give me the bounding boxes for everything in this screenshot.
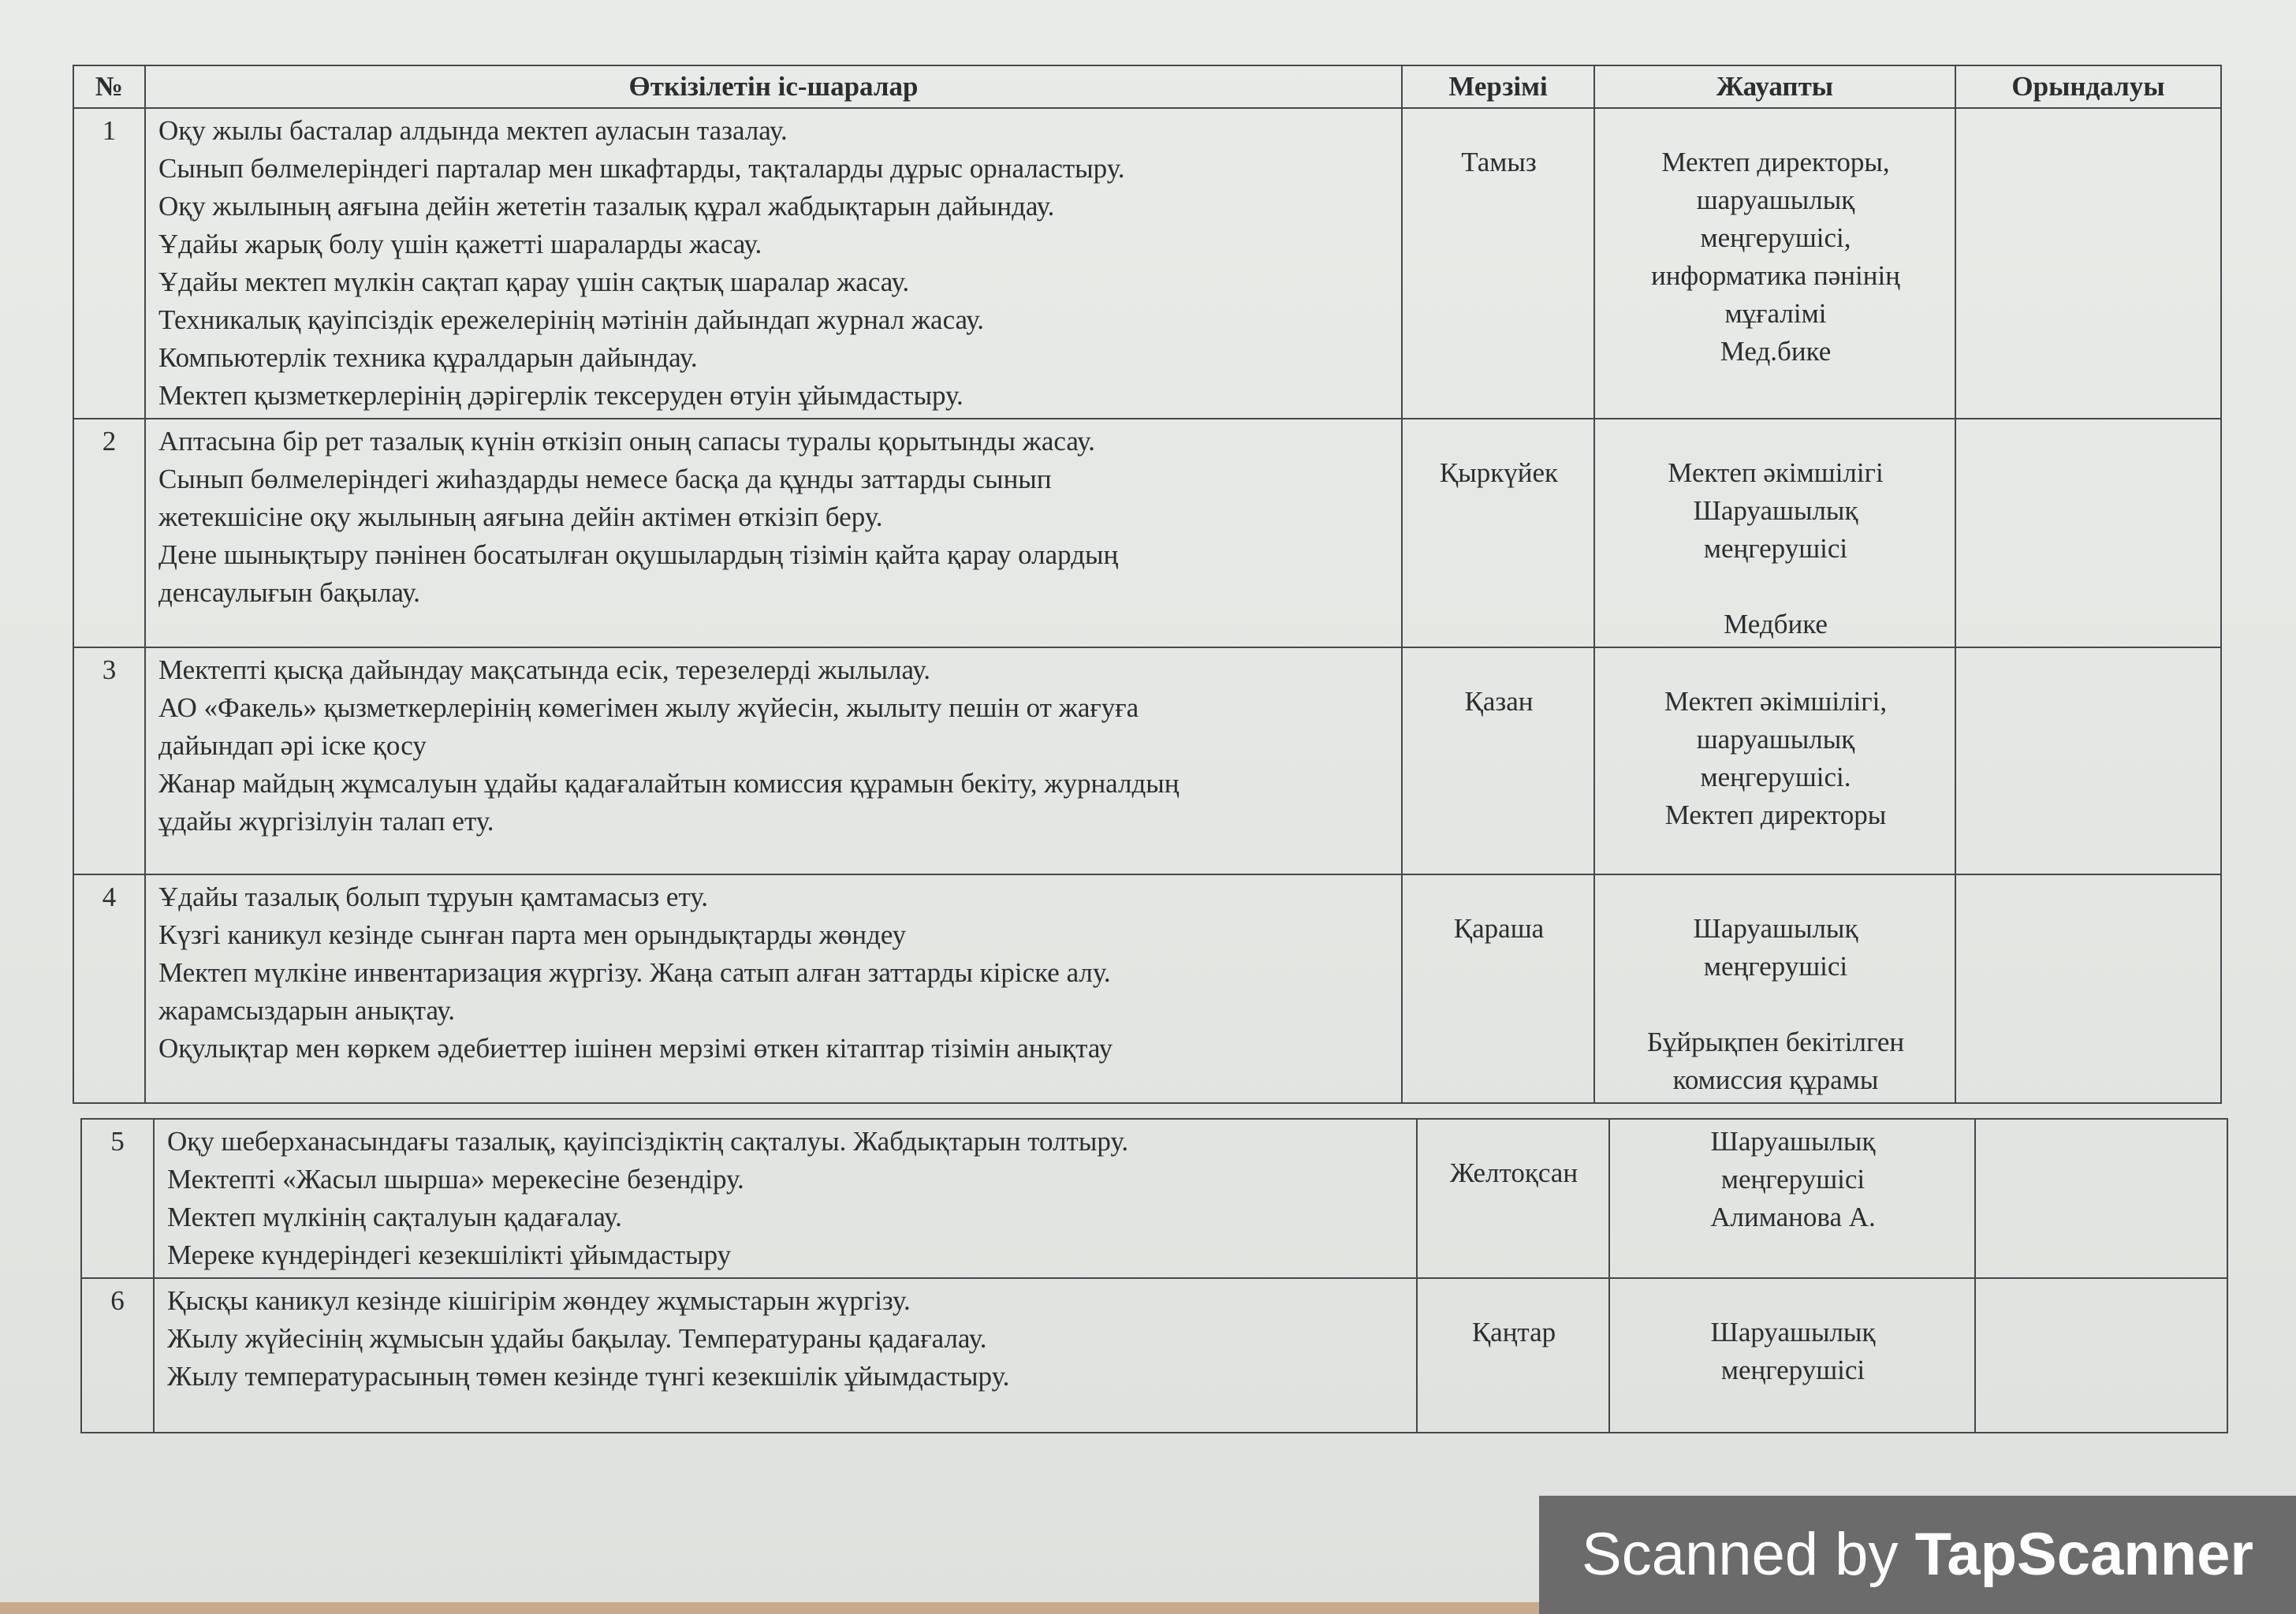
responsible-cell [1594, 419, 1955, 647]
activity-line: дайындап әрі іске қосу [158, 730, 427, 761]
responsible-line: Бұйрықпен бекітілген [1646, 1027, 1905, 1057]
responsible-line: Мектеп директоры [1664, 800, 1887, 830]
responsible-line: Шаруашылық [1693, 913, 1858, 944]
activity-line: Техникалық қауіпсіздік ережелерінің мәтінін дайындап журнал жасау. [158, 304, 985, 335]
responsible-line: Медбике [1724, 609, 1828, 639]
activity-line: АО «Факель» қызметкерлерінің көмегімен жылу жүйесін, жылыту пешін от жағуға [158, 692, 1139, 723]
activity-line: ұдайы жүргізілуін талап ету. [158, 806, 494, 837]
activity-line: Күзгі каникул кезінде сынған парта мен орындықтарды жөндеу [158, 919, 907, 950]
activity-line: Мектеп мүлкіне инвентаризация жүргізу. Жаңа сатып алған заттарды кіріске алу. [158, 957, 1111, 988]
activity-line: Мектепті «Жасыл шырша» мерекесіне безендіру. [167, 1164, 744, 1195]
responsible-line: меңгерушісі, [1700, 222, 1851, 253]
responsible-line: мұғалімі [1724, 298, 1827, 329]
deadline-cell: Қаңтар [1417, 1278, 1609, 1433]
activity-line: Жанар майдың жұмсалуын ұдайы қадағалайтын комиссия құрамын бекіту, журналдың [158, 768, 1180, 799]
responsible-line: Шаруашылық [1710, 1317, 1876, 1347]
responsible-line [1608, 568, 1944, 606]
responsible-line: Алиманова А. [1710, 1202, 1876, 1232]
activity-line: Мектеп қызметкерлерінің дәрігерлік тексеруден өтуін ұйымдастыру. [158, 380, 964, 411]
responsible-line: шаруашылық [1696, 724, 1855, 755]
deadline-cell: Қыркүйек [1402, 419, 1594, 647]
status-cell [1955, 108, 2221, 419]
activity-line: Оқу шеберханасындағы тазалық, қауіпсіздіктің сақталуы. Жабдықтарын толтыру. [167, 1126, 1129, 1157]
table-header-row [73, 65, 2221, 108]
activity-line: Ұдайы тазалық болып тұруын қамтамасыз ету. [158, 882, 709, 912]
responsible-line: меңгерушісі [1703, 951, 1848, 982]
row-number: 2 [73, 419, 145, 647]
table-row [73, 874, 2221, 1103]
deadline-cell: Желтоқсан [1417, 1119, 1609, 1278]
activities-cell [154, 1278, 1417, 1433]
row-number: 6 [81, 1278, 154, 1433]
responsible-line: комиссия құрамы [1672, 1064, 1879, 1095]
responsible-cell [1609, 1119, 1975, 1278]
activity-line: Сынып бөлмелеріндегі жиһаздарды немесе басқа да құнды заттарды сынып [158, 464, 1052, 494]
activity-line: Жылу жүйесінің жұмысын ұдайы бақылау. Температураны қадағалау. [167, 1323, 987, 1354]
activity-line: Компьютерлік техника құралдарын дайындау. [158, 342, 698, 373]
tapscanner-watermark [1539, 1496, 2296, 1614]
responsible-line [1608, 986, 1944, 1023]
status-cell [1955, 647, 2221, 874]
responsible-line: меңгерушісі. [1700, 762, 1851, 792]
activity-line: Ұдайы мектеп мүлкін сақтап қарау үшін сақтық шаралар жасау. [158, 267, 910, 297]
responsible-cell [1594, 108, 1955, 419]
deadline-cell: Қазан [1402, 647, 1594, 874]
activity-line: Қысқы каникул кезінде кішігірім жөндеу жұмыстарын жүргізу. [167, 1285, 911, 1316]
header-status: Орындалуы [1955, 65, 2221, 108]
activity-line: Мереке күндеріндегі кезекшілікті ұйымдастыру [167, 1239, 732, 1270]
deadline-cell: Тамыз [1402, 108, 1594, 419]
activities-cell [145, 419, 1402, 647]
activity-line: Сынып бөлмелеріндегі парталар мен шкафтарды, тақталарды дұрыс орналастыру. [158, 153, 1125, 184]
activity-line: Мектеп мүлкінің сақталуын қадағалау. [167, 1202, 622, 1232]
activity-line: Ұдайы жарық болу үшін қажетті шараларды жасау. [158, 229, 762, 259]
header-num: № [73, 65, 145, 108]
table-row [81, 1119, 2227, 1278]
responsible-line: Шаруашылық [1693, 495, 1858, 526]
responsible-cell [1594, 874, 1955, 1103]
row-number: 4 [73, 874, 145, 1103]
responsible-line: Мектеп директоры, [1661, 147, 1890, 177]
activities-cell [145, 874, 1402, 1103]
status-cell [1955, 419, 2221, 647]
table-row [73, 419, 2221, 647]
activity-line: Аптасына бір рет тазалық күнін өткізіп оның сапасы туралы қорытынды жасау. [158, 426, 1095, 457]
responsible-cell [1609, 1278, 1975, 1433]
activity-line: жарамсыздарын анықтау. [158, 995, 455, 1026]
responsible-line: информатика пәнінің [1651, 260, 1900, 291]
plan-table-part-2 [80, 1118, 2228, 1433]
responsible-line: шаруашылық [1696, 185, 1855, 215]
status-cell [1975, 1278, 2227, 1433]
activity-line: денсаулығын бақылау. [158, 577, 420, 608]
header-responsible: Жауапты [1594, 65, 1955, 108]
deadline-cell: Қараша [1402, 874, 1594, 1103]
row-number: 3 [73, 647, 145, 874]
table-row [73, 108, 2221, 419]
activities-cell [145, 108, 1402, 419]
responsible-line: Мед.бике [1720, 336, 1832, 367]
activities-cell [154, 1119, 1417, 1278]
table-row [73, 647, 2221, 874]
activity-line: жетекшісіне оқу жылының аяғына дейін актімен өткізіп беру. [158, 501, 883, 532]
table-row [81, 1278, 2227, 1433]
row-number: 5 [81, 1119, 154, 1278]
watermark-prefix: Scanned by [1582, 1521, 1915, 1588]
row-number: 1 [73, 108, 145, 419]
status-cell [1975, 1119, 2227, 1278]
plan-table-part-1 [73, 65, 2222, 1104]
header-activities: Өткізілетін іс-шаралар [145, 65, 1402, 108]
status-cell [1955, 874, 2221, 1103]
responsible-line: Шаруашылық [1710, 1126, 1876, 1157]
activities-cell [145, 647, 1402, 874]
responsible-line: меңгерушісі [1703, 533, 1848, 564]
watermark-brand: TapScanner [1914, 1521, 2253, 1588]
responsible-cell [1594, 647, 1955, 874]
activity-line: Мектепті қысқа дайындау мақсатында есік, терезелерді жылылау. [158, 654, 931, 685]
responsible-line: Мектеп әкімшілігі, [1664, 686, 1888, 717]
activity-line: Дене шынықтыру пәнінен босатылған оқушылардың тізімін қайта қарау олардың [158, 539, 1119, 570]
responsible-line: Мектеп әкімшілігі [1668, 457, 1884, 488]
activity-line: Оқу жылы басталар алдында мектеп ауласын тазалау. [158, 115, 788, 146]
activity-line: Оқу жылының аяғына дейін жететін тазалық құрал жабдықтарын дайындау. [158, 191, 1055, 222]
activity-line: Жылу температурасының төмен кезінде түнгі кезекшілік ұйымдастыру. [167, 1361, 1010, 1392]
header-deadline: Мерзімі [1402, 65, 1594, 108]
activity-line: Оқулықтар мен көркем әдебиеттер ішінен мерзімі өткен кітаптар тізімін анықтау [158, 1033, 1113, 1064]
responsible-line: меңгерушісі [1720, 1164, 1866, 1195]
responsible-line: меңгерушісі [1720, 1355, 1866, 1385]
